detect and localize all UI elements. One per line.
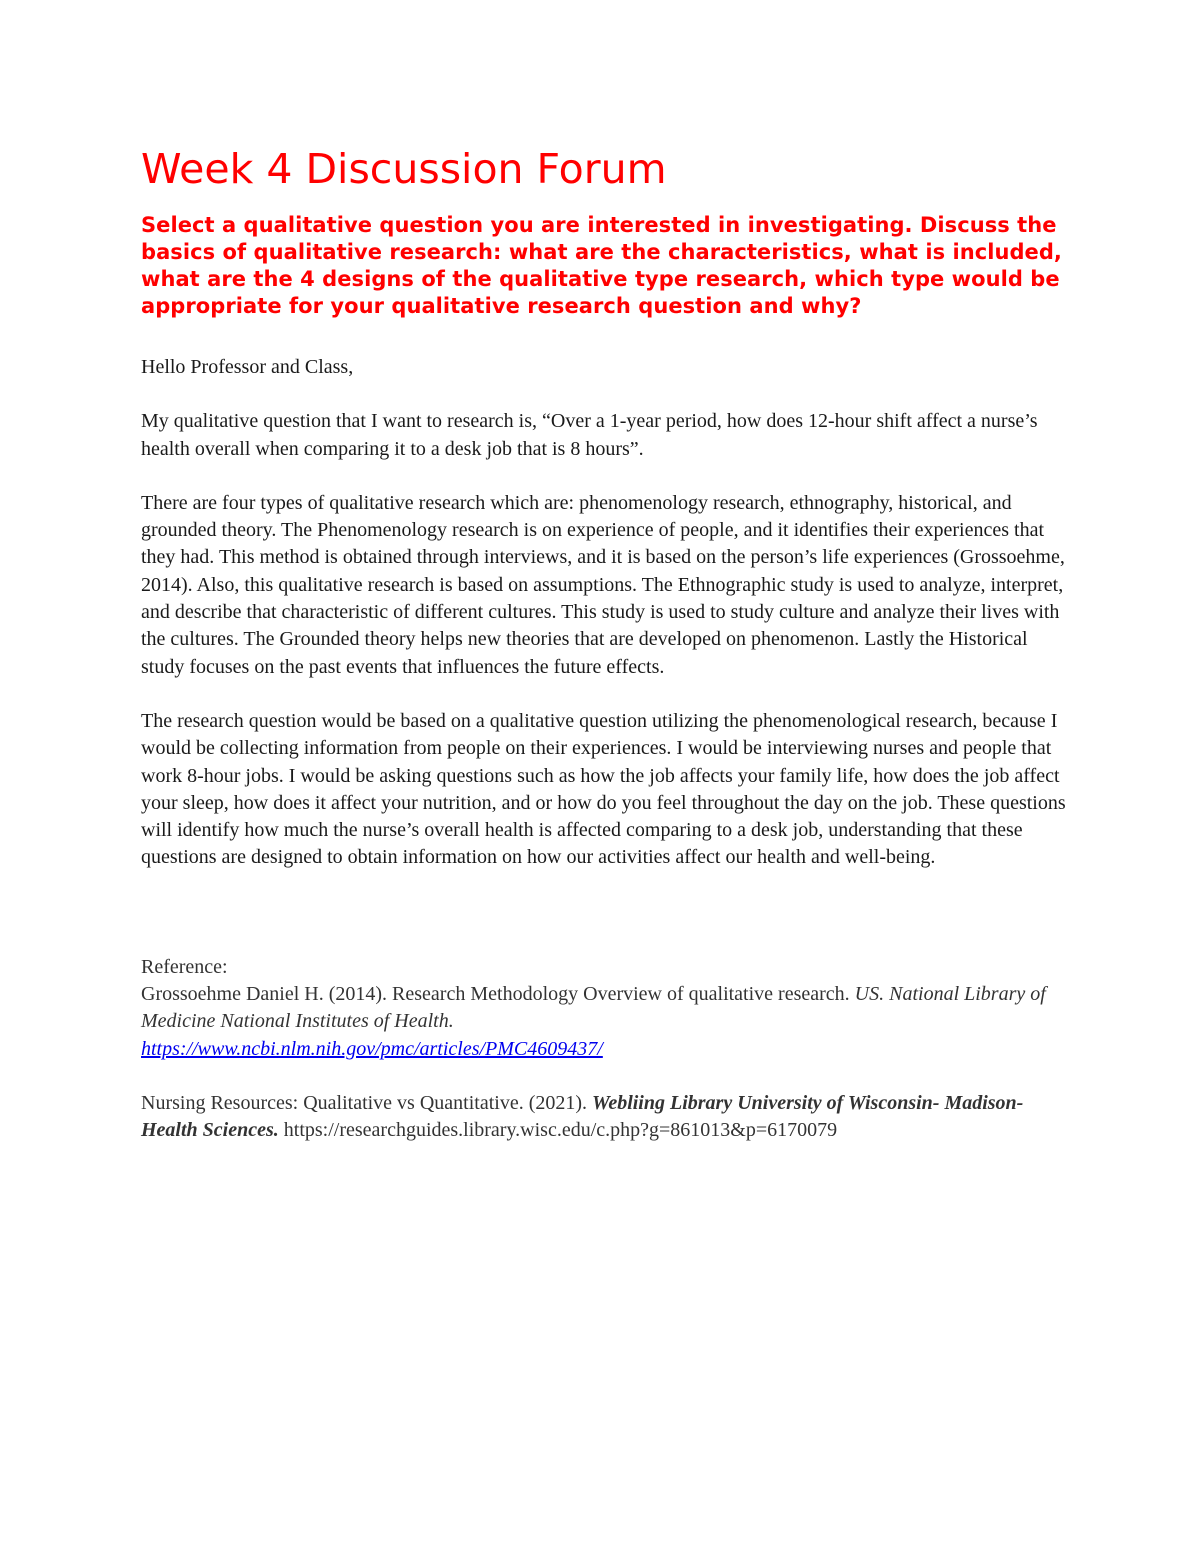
paragraph-research-question: My qualitative question that I want to research is, “Over a 1-year period, how does 12-hour shift affect a nurse’s health overall when comparing it to a desk job that is 8 hours”. xyxy=(141,410,1038,460)
paragraph-qualitative-types: There are four types of qualitative research which are: phenomenology research, ethnography, historical, and grounded theory. The Phenomenology research is on experience of people, and it identifies their experiences that they had. This method is obtained through interviews, and it is based on the person’s life experiences (Grossoehme, 2014). Also, this qualitative research is based on assumptions. The Ethnographic study is used to analyze, interpret, and describe that characteristic of different cultures. This study is used to study culture and analyze their lives with the cultures. The Grounded theory helps new theories that are developed on phenomenon. Lastly the Historical study focuses on the past events that influences the future effects. xyxy=(141,491,1065,678)
reference-source: US. National Library of Medicine National Institutes of Health. xyxy=(141,983,1046,1033)
greeting: Hello Professor and Class, xyxy=(141,356,354,378)
page-title: Week 4 Discussion Forum xyxy=(141,145,667,193)
paragraph-research-approach: The research question would be based on a qualitative question utilizing the phenomenological research, because I would be collecting information from people on their experiences. I would be interviewing nurses and people that work 8-hour jobs. I would be asking questions such as how the job affects your family life, how does the job affect your sleep, how does it affect your nutrition, and or how do you feel throughout the day on the job. These questions will identify how much the nurse’s overall health is affected comparing to a desk job, understanding that these questions are designed to obtain information on how our activities affect our health and well-being. xyxy=(141,709,1066,869)
reference-url-text: https://researchguides.library.wisc.edu/c.php?g=861013&p=6170079 xyxy=(278,1119,838,1142)
references-section xyxy=(141,954,1066,1145)
discussion-prompt: Select a qualitative question you are interested in investigating. Discuss the basics of qualitative research: what are the characteristics, what is included, what are the 4 designs of the qualitative type research, which type would be appropriate for your qualitative research question and why? xyxy=(141,213,1062,318)
reference-text: Grossoehme Daniel H. (2014). Research Methodology Overview of qualitative research. xyxy=(141,983,855,1006)
reference-source: Webliing Library University of Wisconsin- Madison- Health Sciences. xyxy=(141,1091,1024,1142)
references-heading: Reference: xyxy=(141,955,228,978)
document-content xyxy=(141,140,1066,1145)
reference-entry-grossoehme xyxy=(141,981,1066,1063)
reference-text: Nursing Resources: Qualitative vs Quantitative. (2021). xyxy=(141,1091,593,1114)
reference-entry-nursing-resources xyxy=(141,1090,1066,1145)
reference-link[interactable]: https://www.ncbi.nlm.nih.gov/pmc/articles/PMC4609437/ xyxy=(141,1037,603,1060)
